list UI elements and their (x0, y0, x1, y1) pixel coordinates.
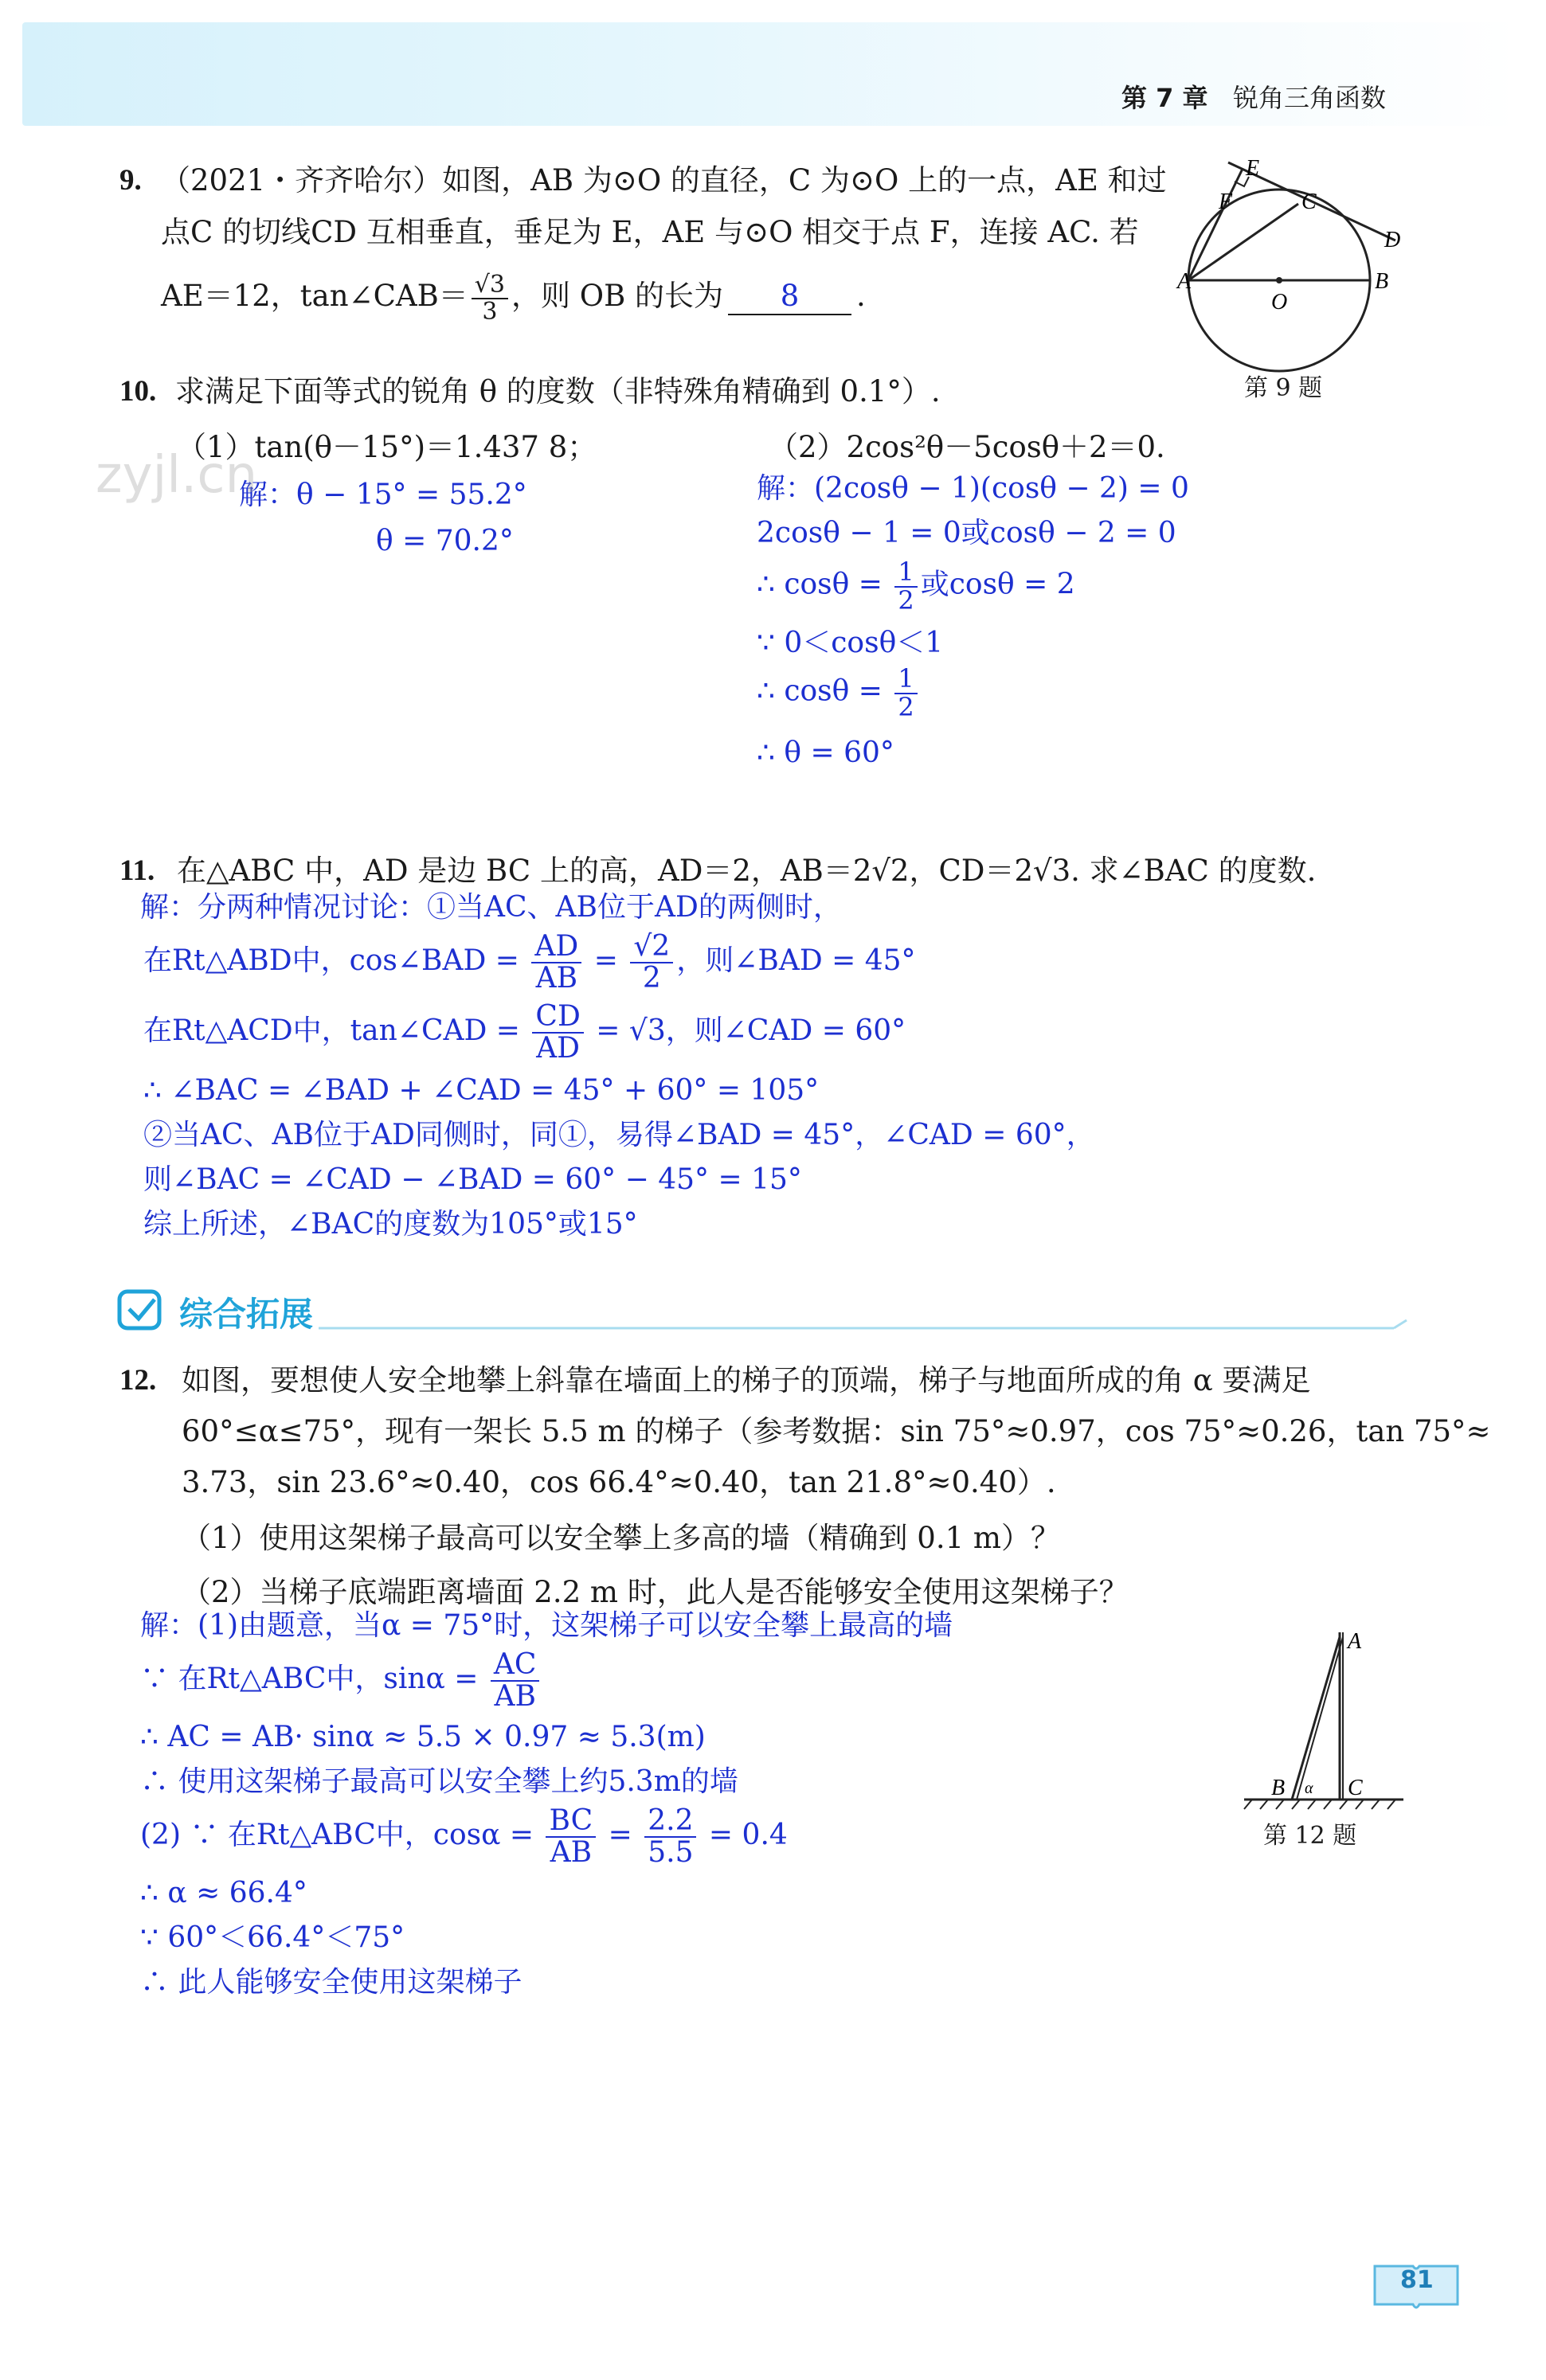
fig9-label-A: A (1177, 269, 1192, 294)
q12-sol-l6: ∴ α ≈ 66.4° (140, 1877, 307, 1909)
q9-line1: （2021・齐齐哈尔）如图，AB 为⊙O 的直径，C 为⊙O 上的一点，AE 和过 (161, 163, 1167, 197)
fig9-label-F: F (1219, 190, 1233, 214)
q10-part2: （2）2cos²θ－5cosθ＋2＝0. (769, 430, 1165, 464)
q10-part1: （1）tan(θ－15°)＝1.437 8； (177, 430, 597, 464)
figure-12 (1236, 1624, 1411, 1815)
q10-text: 求满足下面等式的锐角 θ 的度数（非特殊角精确到 0.1°）. (175, 374, 941, 408)
q12-line3: 3.73，sin 23.6°≈0.40，cos 66.4°≈0.40，tan 21.8°≈0.40）. (182, 1465, 1056, 1499)
q12-sol-l8: ∴ 此人能够安全使用这架梯子 (140, 1966, 523, 1999)
q10-p2-sol-l5: ∴ cosθ = $\frac{1}{2}$ (757, 666, 921, 721)
q9-line3-b: ，则 OB 的长为 (511, 279, 724, 313)
q10-p2-sol-l4: ∵ 0＜cosθ＜1 (757, 627, 944, 659)
q9-answer-blank: 8 (728, 279, 851, 315)
q11-number: 11. (119, 854, 155, 887)
q9-line3-a: AE＝12，tan∠CAB＝ (161, 279, 468, 313)
fig9-label-D: D (1384, 228, 1401, 252)
fig9-label-E: E (1246, 156, 1260, 181)
fig9-label-B: B (1375, 269, 1389, 294)
fig9-label-O: O (1271, 290, 1288, 315)
q9-line3: AE＝12，tan∠CAB＝ $\frac{√3}{3}$ ，则 OB 的长为 8 . (161, 271, 866, 326)
q10-number: 10. (119, 375, 157, 408)
q10-p2-sol-l1: 解：(2cosθ − 1)(cosθ − 2) = 0 (757, 472, 1189, 505)
q12-line2: 60°≤α≤75°，现有一架长 5.5 m 的梯子（参考数据：sin 75°≈0.97，cos 75°≈0.26，tan 75°≈ (182, 1414, 1491, 1448)
q10-p2-sol-l6: ∴ θ = 60° (757, 737, 894, 769)
q12-sol-l1: 解：(1)由题意，当α = 75°时，这架梯子可以安全攀上最高的墙 (140, 1609, 953, 1642)
chapter-label: 第 7 章 (1121, 83, 1208, 113)
fig12-label-A: A (1348, 1629, 1362, 1654)
q12-sol-l3: ∴ AC = AB· sinα ≈ 5.5 × 0.97 ≈ 5.3(m) (140, 1721, 706, 1753)
fig12-label-C: C (1348, 1776, 1363, 1800)
q12-number: 12. (119, 1364, 157, 1397)
page-number: 81 (1400, 2266, 1434, 2294)
q10-p2-sol-l3: ∴ cosθ = $\frac{1}{2}$ 或cosθ = 2 (757, 557, 1075, 616)
q11-sol-l3: 在Rt△ACD中，tan∠CAD = $\frac{CD}{AD}$ = √3，则∠CAD = 60° (143, 1000, 906, 1065)
fig12-caption: 第 12 题 (1263, 1822, 1357, 1850)
fig12-label-B: B (1271, 1776, 1286, 1800)
q9-number: 9. (119, 164, 142, 197)
q11-text: 在△ABC 中，AD 是边 BC 上的高，AD＝2，AB＝2√2，CD＝2√3. 求∠BAC 的度数. (177, 854, 1317, 888)
q12-sol-l7: ∵ 60°＜66.4°＜75° (140, 1921, 405, 1954)
q12-line1: 如图，要想使人安全地攀上斜靠在墙面上的梯子的顶端，梯子与地面所成的角 α 要满足 (182, 1363, 1311, 1397)
q12-sol-l5: (2) ∵ 在Rt△ABC中，cosα = $\frac{BC}{AB}$ = $\frac{2.2}{5.5}$ = 0.4 (140, 1804, 788, 1869)
fig12-label-alpha: α (1305, 1780, 1313, 1797)
q10-p2-sol-l2: 2cosθ − 1 = 0或cosθ − 2 = 0 (757, 517, 1176, 549)
q10-p1-sol-line2: θ = 70.2° (376, 525, 514, 557)
q12-part1: （1）使用这架梯子最高可以安全攀上多高的墙（精确到 0.1 m）？ (182, 1521, 1060, 1555)
q11-sol-l7: 综上所述，∠BAC的度数为105°或15° (143, 1208, 638, 1241)
q11-sol-l6: 则∠BAC = ∠CAD − ∠BAD = 60° − 45° = 15° (143, 1163, 802, 1196)
q9-fraction: $\frac{√3}{3}$ (472, 272, 508, 324)
q11-sol-l2: 在Rt△ABD中，cos∠BAD = $\frac{AD}{AB}$ = $\frac{√2}{2}$ ，则∠BAD = 45° (143, 930, 916, 995)
q11-sol-l4: ∴ ∠BAC = ∠BAD + ∠CAD = 45° + 60° = 105° (143, 1074, 820, 1107)
q11-sol-l1: 解：分两种情况讨论：①当AC、AB位于AD的两侧时， (140, 891, 842, 924)
fig9-label-C: C (1301, 190, 1317, 214)
fig9-caption: 第 9 题 (1244, 374, 1323, 402)
watermark: zyjl.cn (96, 446, 258, 505)
q11-sol-l5: ②当AC、AB位于AD同侧时，同①，易得∠BAD = 45°，∠CAD = 60°， (143, 1119, 1095, 1151)
figure-9 (1179, 151, 1410, 374)
q12-sol-l4: ∴ 使用这架梯子最高可以安全攀上约5.3m的墙 (140, 1765, 738, 1798)
section-title: 综合拓展 (179, 1295, 314, 1334)
q10-p1-sol-line1: 解：θ − 15° = 55.2° (239, 479, 527, 511)
q9-line2: 点C 的切线CD 互相垂直，垂足为 E，AE 与⊙O 相交于点 F，连接 AC. 若 (161, 215, 1139, 249)
chapter-title: 锐角三角函数 (1233, 83, 1387, 113)
q12-sol-l2: ∵ 在Rt△ABC中，sinα = $\frac{AC}{AB}$ (140, 1650, 542, 1712)
q12-part2: （2）当梯子底端距离墙面 2.2 m 时，此人是否能够安全使用这架梯子？ (182, 1575, 1129, 1609)
